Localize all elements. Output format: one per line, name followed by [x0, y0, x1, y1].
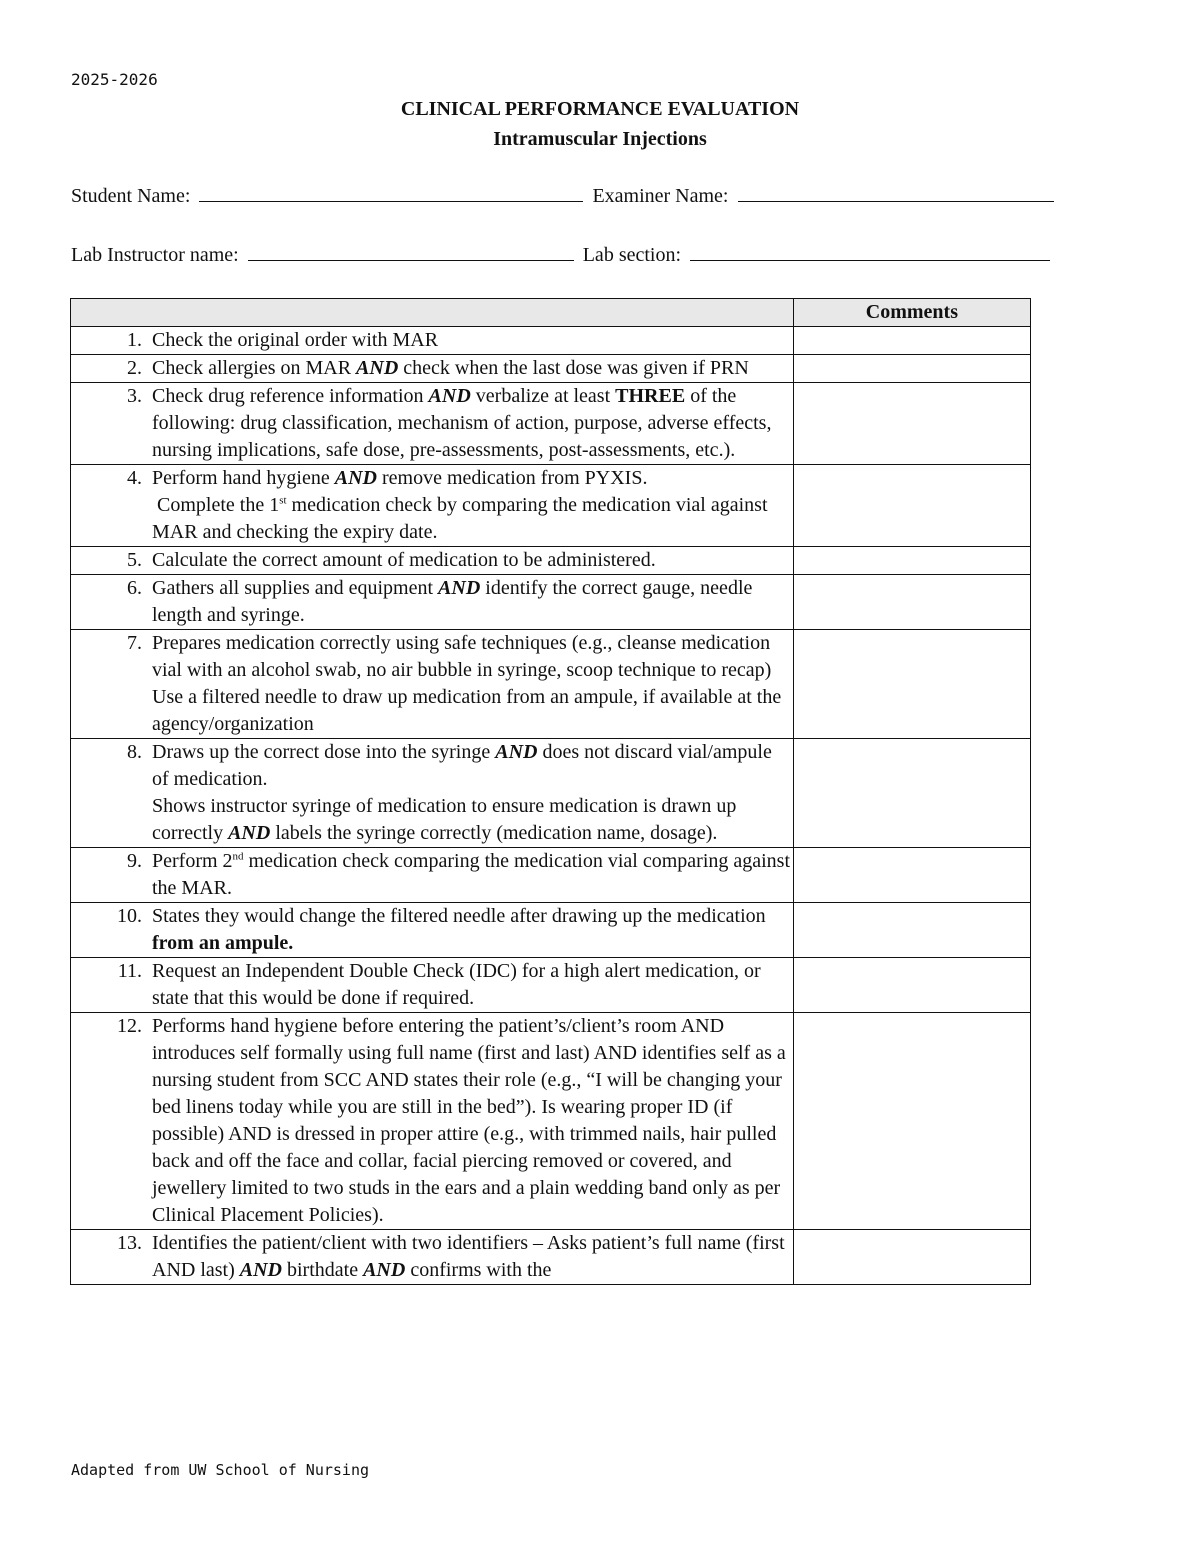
- item-number: 13.: [117, 1232, 142, 1254]
- checklist-item: [71, 903, 794, 958]
- table-row: [71, 739, 1031, 848]
- comment-cell[interactable]: [793, 903, 1030, 958]
- student-name-field[interactable]: [199, 183, 583, 202]
- item-number: 9.: [127, 850, 142, 872]
- item-number: 6.: [127, 577, 142, 599]
- item-number: 3.: [127, 385, 142, 407]
- table-row: [71, 383, 1031, 465]
- item-text: States they would change the filtered needle after drawing up the medication from an ampule.: [152, 905, 766, 954]
- item-number: 12.: [117, 1015, 142, 1037]
- lab-section-field[interactable]: [690, 242, 1050, 261]
- comments-header: Comments: [793, 299, 1030, 327]
- checklist-item: [71, 327, 794, 355]
- comment-cell[interactable]: [793, 547, 1030, 575]
- comment-cell[interactable]: [793, 848, 1030, 903]
- items-header: [71, 299, 794, 327]
- table-row: [71, 958, 1031, 1013]
- lab-instructor-label: Lab Instructor name:: [71, 244, 239, 266]
- checklist-item: [71, 630, 794, 739]
- item-text: Check allergies on MAR AND check when the last dose was given if PRN: [152, 357, 749, 379]
- item-number: 8.: [127, 741, 142, 763]
- table-row: [71, 465, 1031, 547]
- page-title: CLINICAL PERFORMANCE EVALUATION: [400, 98, 800, 120]
- examiner-name-field[interactable]: [738, 183, 1054, 202]
- checklist-item: [71, 848, 794, 903]
- comment-cell[interactable]: [793, 1013, 1030, 1230]
- table-row: [71, 547, 1031, 575]
- item-text: Calculate the correct amount of medication to be administered.: [152, 549, 656, 571]
- comment-cell[interactable]: [793, 383, 1030, 465]
- document-year: 2025-2026: [71, 70, 158, 89]
- lab-section-label: Lab section:: [582, 244, 682, 266]
- footer-note: Adapted from UW School of Nursing: [71, 1461, 370, 1479]
- item-text: Identifies the patient/client with two identifiers – Asks patient’s full name (first AND last) AND birthdate AND confirms with the: [152, 1232, 785, 1281]
- page-subtitle: Intramuscular Injections: [493, 128, 707, 150]
- item-number: 7.: [127, 632, 142, 654]
- table-row: [71, 575, 1031, 630]
- table-row: [71, 903, 1031, 958]
- item-text: Check the original order with MAR: [152, 329, 439, 351]
- table-row: [71, 355, 1031, 383]
- lab-row: [71, 242, 1054, 268]
- item-text: Perform hand hygiene AND remove medication from PYXIS. Complete the 1st medication check by comparing the medication vial against MAR and checking the expiry date.: [152, 467, 768, 543]
- table-row: [71, 327, 1031, 355]
- table-row: [71, 1230, 1031, 1285]
- checklist-item: [71, 575, 794, 630]
- comment-cell[interactable]: [793, 327, 1030, 355]
- item-text: Check drug reference information AND verbalize at least THREE of the following: drug classification, mechanism of action, purpose, adverse effects, nursing implications, safe dose, pre-assessments, post-assessments, etc.).: [152, 385, 772, 461]
- item-text: Performs hand hygiene before entering the patient’s/client’s room AND introduces self formally using full name (first and last) AND identifies self as a nursing student from SCC AND states their role (e.g., “I will be changing your bed linens today while you are still in the bed”). Is wearing proper ID (if possible) AND is dressed in proper attire (e.g., with trimmed nails, hair pulled back and off the face and collar, facial piercing removed or covered, and jewellery limited to two studs in the ears and a plain wedding band only as per Clinical Placement Policies).: [152, 1015, 786, 1226]
- item-text: Request an Independent Double Check (IDC) for a high alert medication, or state that this would be done if required.: [152, 960, 761, 1009]
- student-name-label: Student Name:: [71, 185, 191, 207]
- item-number: 1.: [127, 329, 142, 351]
- checklist-item: [71, 383, 794, 465]
- comment-cell[interactable]: [793, 958, 1030, 1013]
- comment-cell[interactable]: [793, 355, 1030, 383]
- item-number: 10.: [117, 905, 142, 927]
- checklist-item: [71, 547, 794, 575]
- table-row: [71, 1013, 1031, 1230]
- checklist-item: [71, 1013, 794, 1230]
- item-text: Prepares medication correctly using safe techniques (e.g., cleanse medication vial with an alcohol swab, no air bubble in syringe, scoop technique to recap) Use a filtered needle to draw up medication from an ampule, if available at the agency/organization: [152, 632, 782, 735]
- item-text: Gathers all supplies and equipment AND identify the correct gauge, needle length and syringe.: [152, 577, 753, 626]
- examiner-name-label: Examiner Name:: [592, 185, 729, 207]
- item-number: 11.: [117, 960, 142, 982]
- table-row: [71, 630, 1031, 739]
- item-number: 2.: [127, 357, 142, 379]
- item-text: Perform 2nd medication check comparing the medication vial comparing against the MAR.: [152, 850, 791, 899]
- evaluation-table: [70, 298, 1031, 1285]
- checklist-item: [71, 958, 794, 1013]
- item-number: 5.: [127, 549, 142, 571]
- comment-cell[interactable]: [793, 739, 1030, 848]
- comment-cell[interactable]: [793, 575, 1030, 630]
- comment-cell[interactable]: [793, 630, 1030, 739]
- checklist-item: [71, 739, 794, 848]
- checklist-item: [71, 1230, 794, 1285]
- checklist-item: [71, 465, 794, 547]
- name-row: [71, 183, 1058, 209]
- table-row: [71, 848, 1031, 903]
- item-text: Draws up the correct dose into the syringe AND does not discard vial/ampule of medication. Shows instructor syringe of medication to ensure medication is drawn up correctly AND labels the syringe correctly (medication name, dosage).: [152, 741, 772, 844]
- table-header-row: [71, 299, 1031, 327]
- checklist-item: [71, 355, 794, 383]
- comment-cell[interactable]: [793, 465, 1030, 547]
- lab-instructor-field[interactable]: [248, 242, 574, 261]
- comment-cell[interactable]: [793, 1230, 1030, 1285]
- item-number: 4.: [127, 467, 142, 489]
